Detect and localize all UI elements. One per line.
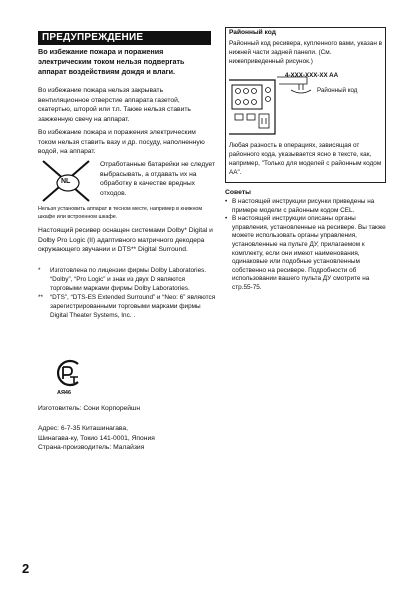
address-line: Страна-производитель: Малайзия bbox=[38, 444, 145, 451]
region-difference-text: Любая разность в операциях, зависящая от районного кода, указывается ясно в тексте, как, например, "Только для моделей с районным кодом АА". bbox=[229, 142, 382, 176]
footnote-text: Изготовлена по лицензии фирмы Dolby Laboratories. bbox=[50, 267, 207, 274]
battery-paragraph: Отработанные батарейки не следует выбрасывать, а отдавать их на обработку в качестве вредных отходов. bbox=[100, 161, 216, 197]
footnotes bbox=[38, 266, 216, 320]
surround-systems-paragraph: Настоящий ресивер оснащен системами Dolby* Digital и Dolby Pro Logic (II) адаптивного матричного декодера окружающего звучании и DTS** Digital Surround. bbox=[38, 227, 213, 253]
fire-warning: Во избежание пожара и поражения электрическим током нельзя подвергать аппарат воздействиям дождя и влаги. bbox=[38, 47, 185, 77]
footnote-mark: ** bbox=[38, 294, 43, 301]
installation-note: Нельзя установить аппарат в тесном месте, например в книжном шкафе или встроенном шкафе. bbox=[38, 206, 203, 220]
tips-list bbox=[225, 198, 387, 293]
title-rule bbox=[38, 44, 211, 45]
crossed-bin-nl-icon bbox=[40, 158, 92, 204]
region-code-title: Районный код bbox=[229, 29, 276, 36]
address-line: Шинагава-ку, Токио 141-0001, Япония bbox=[38, 434, 155, 442]
footnote-mark: * bbox=[38, 267, 41, 274]
cert-code: АЯ46 bbox=[57, 390, 72, 396]
tips-title: Советы bbox=[225, 189, 251, 196]
footnote bbox=[38, 266, 216, 275]
model-number-label: 4-XXX-XXX-XX AA bbox=[285, 72, 339, 79]
footnote-text: “DTS”, “DTS-ES Extended Surround” и “Neo: 6” являются зарегистрированными торговыми марками фирмы Digital Theater Systems, Inc. . bbox=[50, 294, 216, 319]
address-line: Адрес: 6-7-35 Киташинагава, bbox=[38, 425, 128, 432]
footnote-text: “Dolby”, “Pro Logic” и знак из двух D являются торговыми марками фирмы Dolby Laboratories. bbox=[50, 276, 190, 292]
vase-paragraph: Во избежание пожара и поражения электрическим током нельзя ставить вазу и др. посуду, наполненную водой, на аппарат. bbox=[38, 129, 205, 155]
footnote bbox=[38, 293, 216, 320]
footnote-mark bbox=[38, 275, 50, 293]
region-code-caption: Районный код bbox=[317, 87, 358, 94]
page-number: 2 bbox=[22, 561, 30, 576]
nl-label: NL bbox=[61, 178, 71, 185]
list-item: • В настоящей инструкции рисунки приведены на примере модели с районным кодом CEL. bbox=[225, 198, 387, 215]
rear-panel-illustration bbox=[229, 72, 383, 138]
region-code-text: Районный код ресивера, купленного вами, указан в нижней части задней панели. (См. нижеприведенный рисунок.) bbox=[229, 40, 383, 65]
section-title: ПРЕДУПРЕЖДЕНИЕ bbox=[38, 31, 211, 44]
ventilation-paragraph: Во избежание пожара нельзя закрывать вентиляционное отверстие аппарата газетой, скатертью, шторой или т.п. Также нельзя ставить зажженную свечу на аппарат. bbox=[38, 87, 191, 123]
list-item: • В настоящей инструкции описаны органы управления, установленные на ресивере. Вы также можете использовать органы управления, установленные на пульте ДУ, прилагаемом к комплекту, если они имеют наименования, одинаковые или подобные установленным собственно на ресивере. Подробности об использовании вашего пульта ДУ смотрите на стр.55-75. bbox=[225, 215, 387, 292]
footnote bbox=[38, 275, 216, 293]
manufacturer: Изготовитель: Сони Корпорейшн bbox=[38, 405, 141, 412]
address-block bbox=[38, 424, 218, 453]
pct-certification-icon bbox=[54, 358, 84, 388]
